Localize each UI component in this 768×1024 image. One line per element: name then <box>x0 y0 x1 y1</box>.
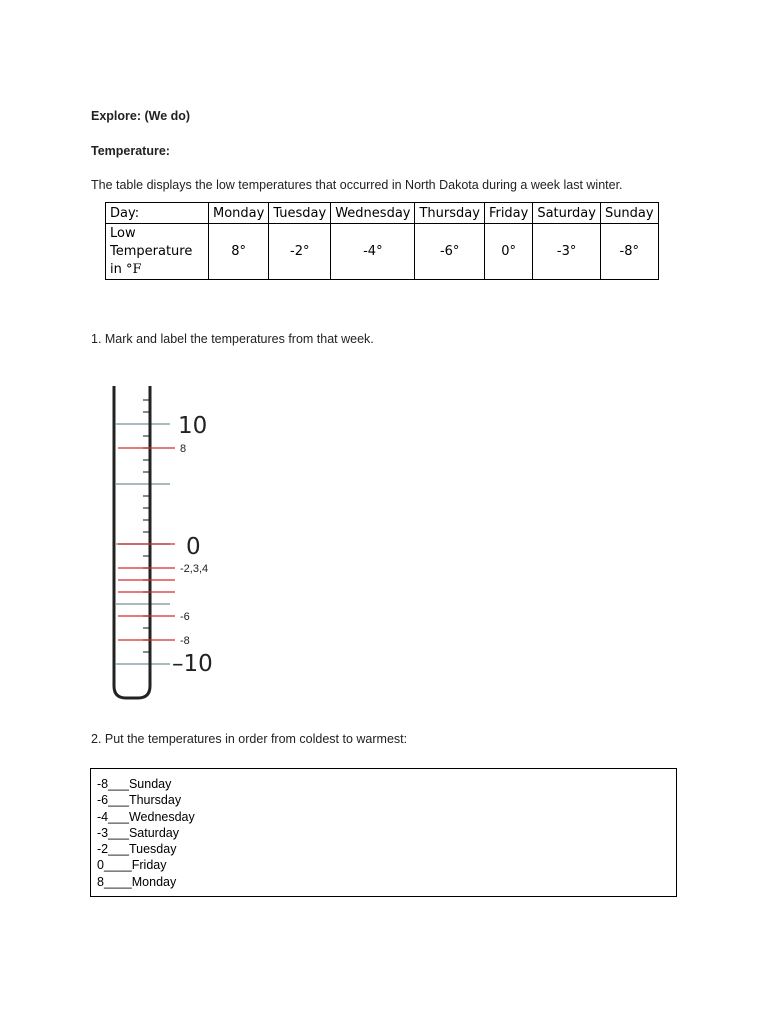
answer-line: -8___Sunday <box>97 777 172 791</box>
section-title: Temperature: <box>91 144 170 158</box>
thermometer <box>100 380 260 710</box>
answer-line: -2___Tuesday <box>97 842 177 857</box>
page-heading: Explore: (We do) <box>91 109 191 123</box>
temp-cell: 8° <box>209 224 269 280</box>
temperature-mark-label: -8 <box>180 635 190 647</box>
answer-line: -6___Thursday <box>97 793 182 808</box>
answer-line: -4___Wednesday <box>97 809 195 824</box>
question-1: 1. Mark and label the temperatures from that week. <box>91 332 374 346</box>
day-cell: Friday <box>484 203 532 224</box>
temp-cell: 0° <box>484 224 532 280</box>
answer-box <box>90 768 677 897</box>
day-cell: Saturday <box>533 203 601 224</box>
temp-cell: -3° <box>533 224 601 280</box>
day-cell: Tuesday <box>269 203 331 224</box>
row-label-line: Low <box>110 225 136 241</box>
day-cell: Thursday <box>415 203 484 224</box>
scale-label-0: 0 <box>186 534 201 560</box>
row-label-line <box>110 261 204 279</box>
scale-label-10: 10 <box>178 413 208 439</box>
temp-cell: -4° <box>331 224 415 280</box>
table-temp-row <box>106 224 659 280</box>
answer-line: -3___Saturday <box>97 825 180 840</box>
row-label-cell <box>106 224 209 280</box>
temperature-table <box>105 202 659 280</box>
day-cell: Monday <box>209 203 269 224</box>
temperature-mark-label: -2,3,4 <box>180 563 209 575</box>
day-cell: Sunday <box>600 203 658 224</box>
answer-line: 8____Monday <box>97 874 177 889</box>
thermometer-ticks <box>116 400 170 664</box>
scale-label-neg10: –10 <box>172 651 213 677</box>
question-2: 2. Put the temperatures in order from coldest to warmest: <box>91 732 408 746</box>
table-header-row <box>106 203 659 224</box>
temp-cell: -8° <box>600 224 658 280</box>
answer-line: 0____Friday <box>97 858 167 873</box>
day-cell: Wednesday <box>331 203 415 224</box>
row-label-prefix: in <box>110 261 126 277</box>
intro-text: The table displays the low temperatures that occurred in North Dakota during a week last winter. <box>91 178 623 192</box>
unit-label: °F <box>125 261 142 277</box>
temp-cell: -6° <box>415 224 484 280</box>
temperature-mark-label: -6 <box>180 611 190 623</box>
thermometer-tube <box>114 386 150 698</box>
row-label-line: Temperature <box>110 243 193 259</box>
day-header-cell: Day: <box>106 203 209 224</box>
temp-cell: -2° <box>269 224 331 280</box>
temperature-mark-label: 8 <box>180 443 187 455</box>
